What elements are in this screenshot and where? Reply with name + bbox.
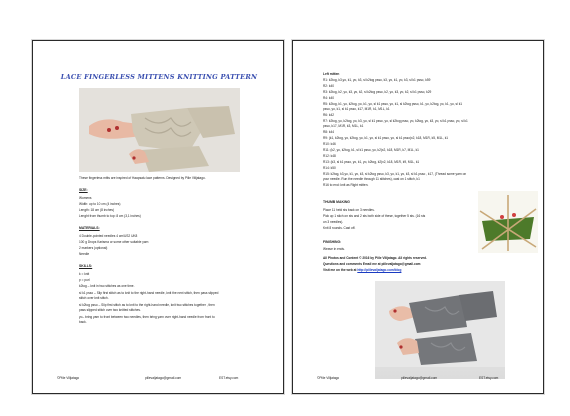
pattern-row: R7: k2tog, yo, k2tog, yo, k3, yo, sl k1 psso, yo, sl k2tog psso, yo, k2tog, yo, k3, yo, sl k1 psso, yo, sl k1: [323, 119, 468, 123]
footer-shop: EST.etsy.com: [219, 376, 239, 380]
thumb-line: Pick up 1 stich on sts and 2 sts both side of these, together 5 sts. (16 sts: [323, 214, 426, 218]
thumb-line: Place 11 held sts back on 3 needles.: [323, 208, 375, 212]
size-heading: SIZE:: [79, 188, 88, 192]
pattern-row: R6: k42: [323, 113, 334, 117]
pattern-row: psso, k17, M1R, k3, M1L, k1: [323, 124, 364, 128]
footer-email: piilevaljatago@gmail.com: [145, 376, 182, 380]
rights-visit-text: Visit me on the web at: [323, 268, 358, 272]
grey-mittens-photo: [375, 281, 505, 379]
materials-line: Needle: [79, 252, 90, 256]
size-line: Lenght from thumb to top: 8 cm (3,1 inches): [79, 214, 141, 218]
pattern-row: R13: (k3, sl k1 psso, yo, k1, yo, k2tog, k2)x2, k18, M1R, k9, M1L, k1: [323, 160, 420, 164]
blog-link[interactable]: http://piilevaljatago.com/blog: [357, 268, 402, 272]
pattern-page-2: [292, 40, 544, 394]
footer-email: piilevaljatago@gmail.com: [401, 376, 438, 380]
skills-line: pass slipped stitch over two knitted stitches.: [79, 308, 141, 312]
pattern-row: R8: k44: [323, 130, 334, 134]
size-line: Length: 18 cm (8 inches): [79, 208, 115, 212]
finishing-heading: FINISHING:: [323, 240, 342, 244]
skills-line: stitch over knit stitch.: [79, 296, 109, 300]
pattern-title: LACE FINGERLESS MITTENS KNITTING PATTERN: [60, 73, 258, 81]
skills-heading: SKILLS:: [79, 264, 93, 268]
thumb-heading: THUMB MAKING: [323, 200, 350, 204]
rights-line: Questions and comments Email me at piilevaljatago@gmail.com: [323, 262, 421, 266]
pattern-row: psso, yo, k1, sl k1 psso, k17, M1R, k1, M1L, k1: [323, 107, 390, 111]
pattern-row: R5: k2tog, k1, yo, k2tog, yo, k1, yo, sl k1 psso, yo, k1, sl k2tog psso, k1, yo, k2tog, yo, k1, yo, sl k1: [323, 102, 463, 106]
rights-line: All Photos and Content © 2016 by Piile Vilijatago. All rights reserved.: [323, 256, 428, 260]
pattern-intro: These fingerless mitts are inspired of Haapsalu lace patterns. Designed by Piile Vilijatago.: [79, 176, 206, 180]
materials-line: 100 g Drops Karisma or some other suitable yarn: [79, 240, 149, 244]
pattern-row: R15: k2tog, k3,yo, k1, yo, k3, sl k2tog psso, k3, yo, k1, yo, k3, sl k1 psso , k17, (Thread some yarn on: [323, 172, 467, 176]
materials-line: 4 Double-pointed needles 4 cm/US2 UK8: [79, 234, 138, 238]
mittens-photo: [79, 88, 240, 172]
size-line: Width: up to 10 cm (4 inches): [79, 202, 121, 206]
footer-author: ©Piile Vilijatago: [57, 376, 80, 380]
finishing-line: Weave in ends.: [323, 247, 345, 251]
skills-line: yo– bring yarn to front between two needles, then bring yarn over right-hand needle from front to: [79, 315, 215, 319]
materials-line: 2 markers (optional): [79, 246, 108, 250]
rights-line: [323, 269, 401, 272]
thumb-line: Knit 8 rounds. Cast off.: [323, 226, 356, 230]
skills-line: back.: [79, 320, 87, 324]
pattern-row: R9: (k1, k2tog, yo, k2tog, yo, k1, yo, sl k1 psso, yo, sl k1 psso)x2, k18, M1R, k5, M1L, k1: [323, 136, 449, 140]
left-mitten-heading: Left mitten: [323, 72, 340, 76]
pattern-row: R14: k50: [323, 166, 336, 170]
pattern-row: R11: (k2, yo, k2tog, k1, sl k1 psso, yo, k2)x2, k18, M1R, k7, M1L, k1: [323, 148, 419, 152]
skills-line: sl k2tog psso – Slip first stitch as to knit to the right-hand needle, knit two stitches together , then: [79, 303, 215, 307]
footer-author: ©Piile Vilijatago: [317, 376, 340, 380]
pattern-row: R12: k48: [323, 154, 336, 158]
thumb-line: on 3 needles).: [323, 220, 344, 224]
skills-line: sl k1 psso – Slip first stitch as to knit to the right-hand needle, knit the next stitch, then pass slipped: [79, 291, 219, 295]
skills-line: k = knit: [79, 272, 90, 276]
pattern-row: R3: k2tog, k2, yo, k3, yo, k2, sl k2tog psso, k2, yo, k3, yo, k2, sl k1 psso, k29: [323, 90, 432, 94]
skills-line: p = purl: [79, 278, 90, 282]
skills-line: k2tog – knit in two stitches as one time.: [79, 284, 135, 288]
footer-shop: EST.etsy.com: [479, 376, 499, 380]
pattern-page-1: [32, 40, 284, 394]
materials-heading: MATERIALS:: [79, 226, 100, 230]
knitting-needles-illustration: [478, 191, 538, 253]
pattern-row: R10: k46: [323, 142, 336, 146]
pattern-row: your needle. Run the needle through 11 stitches), cast on 1 stitch, k1: [323, 177, 420, 181]
pattern-row: R16 to end: knit as Right mitten.: [323, 183, 369, 187]
pattern-row: R2: k40: [323, 84, 334, 88]
pattern-row: R1: k2tog, k3,yo, k1, yo, k3, sl k2tog psso, k3, yo, k1, yo, k3, sl k1 psso, k59: [323, 78, 431, 82]
pattern-row: R4: k40: [323, 96, 334, 100]
size-line: Womens: [79, 196, 92, 200]
